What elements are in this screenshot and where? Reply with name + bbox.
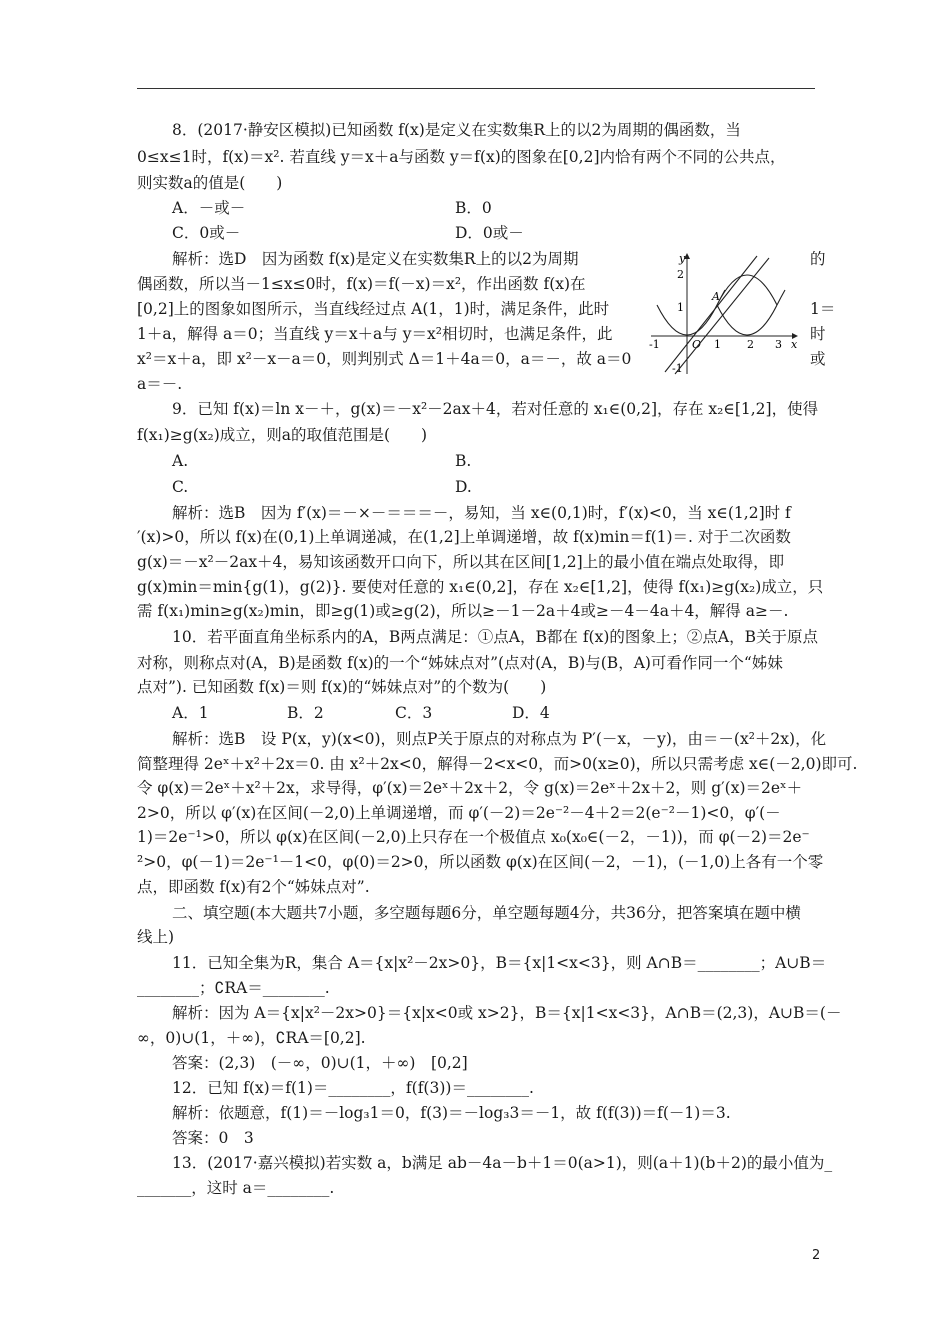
point-a-label: A [712,290,720,303]
q9-line-1: 9．已知 f(x)＝ln x－＋，g(x)＝－x²－2ax＋4，若对任意的 x₁∈(0,2]，存在 x₂∈[1,2]，使得 [172,400,819,418]
q9-line-2: f(x₁)≥g(x₂)成立，则a的取值范围是( ) [137,426,428,444]
q10-solution-1: 解析：选B 设 P(x，y)(x<0)，则点P关于原点的对称点为 P′(－x，－y)，由＝－(x²＋2x)，化 [172,730,827,748]
q8-side-4: 或 [810,350,826,368]
header-rule [137,88,815,89]
origin-label: O [692,338,702,351]
q10-line-1: 10．若平面直角坐标系内的A，B两点满足：①点A，B都在 f(x)的图象上；②点A，B关于原点 [172,628,818,646]
q12-solution-1: 解析：依题意，f(1)＝－log₃1＝0，f(3)＝－log₃3＝－1，故 f(f(3))＝f(－1)＝3. [172,1104,731,1122]
q8-option-c: C．0或－ [172,224,241,242]
x-tick-1: 1 [714,338,721,351]
q8-solution-5: x²＝x＋a，即 x²－x－a＝0，则判别式 Δ＝1＋4a＝0，a＝－，故 a＝0 [137,350,632,368]
q8-option-b: B．0 [455,199,492,217]
q8-solution-1: 解析：选D 因为函数 f(x)是定义在实数集R上的以2为周期 [172,250,579,268]
parabola-segment-right [717,305,777,335]
y-tick-1: 1 [677,301,684,314]
q10-option-c: C．3 [395,704,433,722]
q9-solution-4: g(x)min＝min{g(1)，g(2)}. 要使对任意的 x₁∈(0,2]，存在 x₂∈[1,2]，使得 f(x₁)≥g(x₂)成立，只 [137,578,824,596]
q8-option-a: A．－或－ [172,199,246,217]
q9-solution-3: g(x)＝－x²－2ax＋4，易知该函数开口向下，所以其在区间[1,2]上的最小值在端点处取得，即 [137,553,785,571]
q12-answer: 答案：0 3 [172,1129,254,1147]
q11-solution-2: ∞，0)∪(1，＋∞)，∁RA＝[0,2]. [137,1029,366,1047]
q10-solution-4: 2>0，所以 φ′(x)在区间(－2,0)上单调递增，而 φ′(－2)＝2e⁻²－4＋2＝2(e⁻²－1)<0，φ′(－ [137,804,781,822]
section-2-heading-1: 二、填空题(本大题共7小题，多空题每题6分，单空题每题4分，共36分，把答案填在题中横 [172,904,801,922]
x-tick-neg1: -1 [649,338,660,351]
q13-line-2: _______，这时 a＝________. [137,1179,335,1197]
q10-solution-2: 简整理得 2eˣ＋x²＋2x＝0. 由 x²＋2x<0，解得－2<x<0，而>0(x≥0)，所以只需考虑 x∈(－2,0)即可. [137,755,858,773]
q8-line-3: 则实数a的值是( ) [137,174,283,192]
q12-line-1: 12．已知 f(x)＝f(1)＝________，f(f(3))＝________. [172,1079,534,1097]
q8-side-1: 的 [810,250,826,268]
q8-solution-6: a＝－. [137,375,183,393]
q13-line-1: 13．(2017·嘉兴模拟)若实数 a，b满足 ab－4a－b＋1＝0(a>1)，则(a＋1)(b＋2)的最小值为_ [172,1154,833,1172]
page-number: 2 [812,1248,821,1263]
q10-option-d: D．4 [512,704,550,722]
q9-solution-5: 需 f(x₁)min≥g(x₂)min，即≥g(1)或≥g(2)，所以≥－1－2a＋4或≥－4－4a＋4，解得 a≥－. [137,602,789,620]
q8-option-d: D．0或－ [455,224,524,242]
q8-solution-3: [0,2]上的图象如图所示，当直线经过点 A(1，1)时，满足条件，此时 [137,300,610,318]
q11-line-2: ________；∁RA＝________. [137,979,330,997]
q8-solution-4: 1＋a，解得 a＝0；当直线 y＝x＋a与 y＝x²相切时，也满足条件，此 [137,325,613,343]
y-tick-neg1: -1 [672,362,683,375]
q8-side-2: 1＝ [810,300,836,318]
x-axis-label: x [791,338,798,351]
q10-solution-7: 点，即函数 f(x)有2个“姊妹点对”. [137,878,370,896]
q9-option-b: B. [455,452,472,470]
q9-solution-1: 解析：选B 因为 f′(x)＝－×－＝＝＝－，易知，当 x∈(0,1)时，f′(x)<0，当 x∈(1,2]时 f [172,504,791,522]
q10-line-3: 点对”). 已知函数 f(x)＝则 f(x)的“姊妹点对”的个数为( ) [137,678,547,696]
y-tick-2: 2 [677,268,684,281]
y-axis-label: y [679,252,686,265]
q8-line-1: 8．(2017·静安区模拟)已知函数 f(x)是定义在实数集R上的以2为周期的偶函数，当 [172,121,741,139]
q11-solution-1: 解析：因为 A＝{x|x²－2x>0}＝{x|x<0或 x>2}，B＝{x|1<x<3}，A∩B＝(2,3)，A∪B＝(－ [172,1004,842,1022]
q10-solution-6: ²>0，φ(－1)＝2e⁻¹－1<0，φ(0)＝2>0，所以函数 φ(x)在区间(－2，－1)，(－1,0)上各有一个零 [137,853,824,871]
q11-line-1: 11．已知全集为R，集合 A＝{x|x²－2x>0}，B＝{x|1<x<3}，则 A∩B＝________；A∪B＝ [172,954,827,972]
q10-solution-3: 令 φ(x)＝2eˣ＋x²＋2x，求导得，φ′(x)＝2eˣ＋2x＋2，令 g(x)＝2eˣ＋2x＋2，则 g′(x)＝2eˣ＋ [137,779,803,797]
x-tick-2: 2 [747,338,754,351]
q9-option-d: D. [455,478,472,496]
section-2-heading-2: 线上) [137,928,175,946]
q10-option-b: B．2 [287,704,324,722]
q10-solution-5: 1)＝2e⁻¹>0，所以 φ(x)在区间(－2,0)上只存在一个极值点 x₀(x₀∈(－2，－1))，而 φ(－2)＝2e⁻ [137,828,810,846]
q10-line-2: 对称，则称点对(A，B)是函数 f(x)的一个“姊妹点对”(点对(A，B)与(B，A)可看作同一个“姊妹 [137,654,783,672]
q8-solution-2: 偶函数，所以当－1≤x≤0时，f(x)＝f(－x)＝x²，作出函数 f(x)在 [137,275,586,293]
q8-graph-figure [645,250,805,378]
q10-option-a: A．1 [172,704,209,722]
x-tick-3: 3 [775,338,782,351]
tangent-line [675,258,769,374]
q11-answer: 答案：(2,3) (－∞，0)∪(1，＋∞) [0,2] [172,1054,468,1072]
q8-side-3: 时 [810,325,826,343]
q9-option-a: A. [172,452,189,470]
q9-solution-2: ′(x)>0，所以 f(x)在(0,1)上单调递减，在(1,2]上单调递增，故 f(x)min＝f(1)＝. 对于二次函数 [137,528,791,546]
q9-option-c: C. [172,478,189,496]
q8-line-2: 0≤x≤1时，f(x)＝x². 若直线 y＝x＋a与函数 y＝f(x)的图象在[0,2]内恰有两个不同的公共点， [137,148,786,166]
